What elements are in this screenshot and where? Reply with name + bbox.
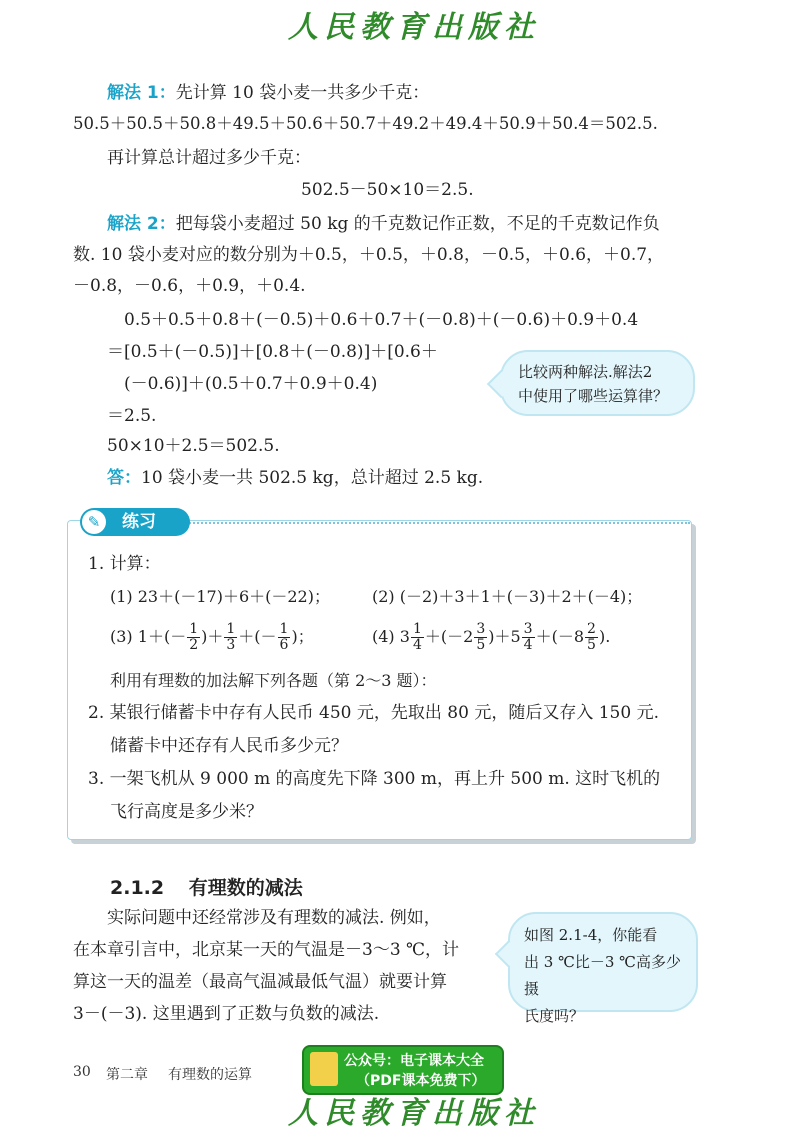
fraction: $\frac{3}{4}$ <box>523 621 533 653</box>
exercise-q1-3: (3) 1＋(－ $\frac{1}{2}$ )＋ $\frac{1}{3}$ ＋(－ $\frac{1}{6}$ )； <box>110 621 314 653</box>
bubble2-line1: 如图 2.1-4，你能看 <box>524 926 658 944</box>
hint-bubble-methods <box>500 350 695 416</box>
section-para-line1: 实际问题中还经常涉及有理数的减法. 例如， <box>107 908 441 928</box>
exercise-q1: 1. 计算： <box>88 554 161 574</box>
bubble2-line3: 氏度吗？ <box>524 1007 585 1025</box>
bubble1-line1: 比较两种解法.解法2 <box>518 363 653 381</box>
method2-tag: 解法 2： <box>107 214 176 234</box>
exercise-note: 利用有理数的加法解下列各题（第 2～3 题）： <box>110 671 437 690</box>
eq-line4: ＝2.5. <box>107 406 157 426</box>
hint-bubble-temperature <box>508 912 698 1025</box>
method2-line2: 数. 10 袋小麦对应的数分别为＋0.5，＋0.5，＋0.8，－0.5，＋0.6，＋0.7， <box>73 245 665 265</box>
pencil-icon: ✎ <box>82 510 106 534</box>
fraction: $\frac{1}{4}$ <box>412 621 422 653</box>
fraction: $\frac{3}{5}$ <box>476 621 486 653</box>
book-icon <box>310 1052 338 1086</box>
then-text: 再计算总计超过多少千克： <box>107 148 311 168</box>
method2-line3: －0.8，－0.6，＋0.9，＋0.4. <box>73 276 306 296</box>
exercise-title: 练习 <box>122 512 156 532</box>
section-title: 有理数的减法 <box>188 877 303 899</box>
exercise-dotted-rule <box>130 522 690 524</box>
eq-line1: 0.5＋0.5＋0.8＋(－0.5)＋0.6＋0.7＋(－0.8)＋(－0.6)＋0.9＋0.4 <box>124 310 639 330</box>
exercise-q2-line1: 2. 某银行储蓄卡中存有人民币 450 元，先取出 80 元，随后又存入 150 元. <box>88 703 659 723</box>
section-para-line3: 算这一天的温差（最高气温减最低气温）就要计算 <box>73 972 447 992</box>
promo-line2: （PDF课本免费下） <box>356 1073 486 1089</box>
chapter-label: 第二章 <box>106 1067 148 1083</box>
bubble2-line2: 出 3 ℃比－3 ℃高多少摄 <box>524 953 681 998</box>
fraction: $\frac{1}{2}$ <box>189 621 199 653</box>
q1-3-one: 1＋ <box>137 627 164 646</box>
bubble1-line2: 中使用了哪些运算律？ <box>518 387 669 405</box>
exercise-q2-line2: 储蓄卡中还存有人民币多少元？ <box>110 736 348 756</box>
solution-method2 <box>107 213 660 235</box>
method1-text: 先计算 10 袋小麦一共多少千克： <box>175 83 430 103</box>
fraction: $\frac{1}{3}$ <box>226 621 236 653</box>
exercise-q1-4: (4) 3 $\frac{1}{4}$ ＋(－2 $\frac{3}{5}$ )＋5 $\frac{3}{4}$ ＋(－8 $\frac{2}{5}$ ). <box>372 621 611 653</box>
method2-text: 把每袋小麦超过 50 kg 的千克数记作正数，不足的千克数记作负 <box>175 214 660 234</box>
section-number: 2.1.2 <box>110 877 165 899</box>
exercise-q1-2: (2) (－2)＋3＋1＋(－3)＋2＋(－4)； <box>372 587 643 606</box>
solution-method1 <box>107 82 429 104</box>
answer <box>107 467 483 489</box>
calc-line: 502.5－50×10＝2.5. <box>301 180 474 200</box>
page-number: 30 <box>73 1064 91 1080</box>
publisher-logo-top: 人民教育出版社 <box>288 10 540 45</box>
eq-line3: (－0.6)]＋(0.5＋0.7＋0.9＋0.4) <box>124 374 378 394</box>
exercise-q3-line1: 3. 一架飞机从 9 000 m 的高度先下降 300 m，再上升 500 m. 这时飞机的 <box>88 769 661 789</box>
section-para-line2: 在本章引言中，北京某一天的气温是－3～3 ℃，计 <box>73 940 460 960</box>
q1-4-label: (4) <box>372 627 395 646</box>
sum-line: 50.5＋50.5＋50.8＋49.5＋50.6＋50.7＋49.2＋49.4＋50.9＋50.4＝502.5. <box>73 114 658 133</box>
exercise-q1-1: (1) 23＋(－17)＋6＋(－22)； <box>110 587 330 606</box>
chapter-title: 有理数的运算 <box>168 1067 252 1083</box>
exercise-tab <box>80 508 190 536</box>
section-para-line4: 3－(－3). 这里遇到了正数与负数的减法. <box>73 1004 380 1024</box>
eq-line5: 50×10＋2.5＝502.5. <box>107 436 280 456</box>
answer-tag: 答： <box>107 468 141 488</box>
method1-tag: 解法 1： <box>107 83 176 103</box>
q1-3-label: (3) <box>110 627 133 646</box>
fraction: $\frac{1}{6}$ <box>279 621 289 653</box>
exercise-q3-line2: 飞行高度是多少米？ <box>110 802 263 822</box>
eq-line2: ＝[0.5＋(－0.5)]＋[0.8＋(－0.8)]＋[0.6＋ <box>107 342 438 362</box>
fraction: $\frac{2}{5}$ <box>587 621 596 653</box>
section-heading <box>110 873 303 900</box>
answer-text: 10 袋小麦一共 502.5 kg，总计超过 2.5 kg. <box>141 468 484 488</box>
publisher-logo-bottom: 人民教育出版社 <box>288 1096 540 1131</box>
promo-line1: 公众号：电子课本大全 <box>344 1053 484 1069</box>
